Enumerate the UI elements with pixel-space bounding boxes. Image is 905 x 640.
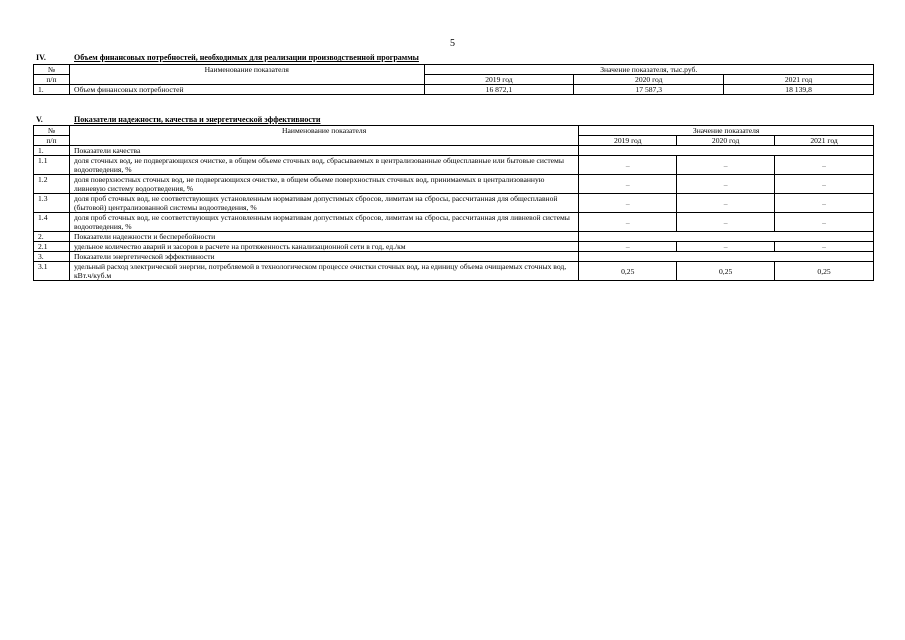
col-header-value: Значение показателя, тыс.руб. [424, 65, 873, 75]
row-value: 17 587,3 [574, 85, 724, 95]
financial-needs-table [33, 64, 874, 95]
empty-cell [579, 252, 874, 262]
group-row [34, 146, 874, 156]
section-5-title: Показатели надежности, качества и энергетической эффективности [74, 115, 321, 124]
section-4-title: Объем финансовых потребностей, необходимых для реализации производственной программы [74, 53, 419, 62]
row-value: 16 872,1 [424, 85, 574, 95]
group-row [34, 252, 874, 262]
group-row [34, 232, 874, 242]
row-value: – [677, 213, 775, 232]
table-header-row [34, 65, 874, 75]
table-row [34, 213, 874, 232]
row-value: – [677, 156, 775, 175]
row-name: удельное количество аварий и засоров в расчете на протяженность канализационной сети в год, ед./км [69, 242, 578, 252]
group-name: Показатели надежности и бесперебойности [69, 232, 578, 242]
row-value: 0,25 [677, 262, 775, 281]
table-row [34, 262, 874, 281]
row-value: – [775, 242, 874, 252]
col-header-no-sub: п/п [34, 136, 70, 146]
row-value: 0,25 [775, 262, 874, 281]
col-header-no: № [34, 126, 70, 136]
table-row [34, 242, 874, 252]
row-number: 1.2 [34, 175, 70, 194]
col-header-year: 2019 год [579, 136, 677, 146]
col-header-year: 2020 год [574, 75, 724, 85]
empty-cell [579, 146, 874, 156]
empty-cell [579, 232, 874, 242]
section-4-heading [36, 53, 419, 62]
row-value: – [677, 194, 775, 213]
row-value: – [775, 156, 874, 175]
row-number: 2. [34, 232, 70, 242]
row-value: 0,25 [579, 262, 677, 281]
group-name: Показатели качества [69, 146, 578, 156]
table-header-row [34, 126, 874, 136]
row-name: доля сточных вод, не подвергающихся очистке, в общем объеме сточных вод, сбрасываемых в централизованные общесплавные или бытовые системы водоотведения, % [69, 156, 578, 175]
row-value: – [579, 242, 677, 252]
row-value: – [579, 194, 677, 213]
row-number: 3. [34, 252, 70, 262]
row-number: 2.1 [34, 242, 70, 252]
row-value: – [677, 242, 775, 252]
row-number: 1. [34, 146, 70, 156]
row-value: – [775, 194, 874, 213]
row-value: – [775, 213, 874, 232]
row-name: Объем финансовых потребностей [69, 85, 424, 95]
table-row [34, 85, 874, 95]
row-value: – [579, 175, 677, 194]
section-4-roman: IV. [36, 53, 46, 62]
table-row [34, 175, 874, 194]
row-value: 18 139,8 [724, 85, 874, 95]
indicators-table [33, 125, 874, 281]
col-header-name: Наименование показателя [69, 65, 424, 85]
col-header-year: 2020 год [677, 136, 775, 146]
col-header-year: 2019 год [424, 75, 574, 85]
row-number: 1.4 [34, 213, 70, 232]
row-value: – [579, 213, 677, 232]
row-name: доля проб сточных вод, не соответствующих установленным нормативам допустимых сбросов, лимитам на сбросы, рассчитанная для ливневой системы водоотведения, % [69, 213, 578, 232]
row-number: 3.1 [34, 262, 70, 281]
row-number: 1.1 [34, 156, 70, 175]
col-header-year: 2021 год [724, 75, 874, 85]
row-name: доля проб сточных вод, не соответствующих установленным нормативам допустимых сбросов, лимитам на сбросы, рассчитанная для общесплавной (бытовой) централизованной системы водоотведения, % [69, 194, 578, 213]
row-number: 1. [34, 85, 70, 95]
col-header-no: № [34, 65, 70, 75]
section-5-roman: V. [36, 115, 43, 124]
row-value: – [677, 175, 775, 194]
col-header-name: Наименование показателя [69, 126, 578, 146]
row-name: доля поверхностных сточных вод, не подвергающихся очистке, в общем объеме поверхностных сточных вод, принимаемых в централизованную ливневую систему водоотведения, % [69, 175, 578, 194]
col-header-value: Значение показателя [579, 126, 874, 136]
row-number: 1.3 [34, 194, 70, 213]
group-name: Показатели энергетической эффективности [69, 252, 578, 262]
row-value: – [579, 156, 677, 175]
col-header-year: 2021 год [775, 136, 874, 146]
row-name: удельный расход электрической энергии, потребляемой в технологическом процессе очистки сточных вод, на единицу объема очищаемых сточных вод, кВт.ч/куб.м [69, 262, 578, 281]
col-header-no-sub: п/п [34, 75, 70, 85]
section-5-heading [36, 115, 320, 124]
table-row [34, 156, 874, 175]
page-number: 5 [450, 38, 455, 49]
table-row [34, 194, 874, 213]
row-value: – [775, 175, 874, 194]
